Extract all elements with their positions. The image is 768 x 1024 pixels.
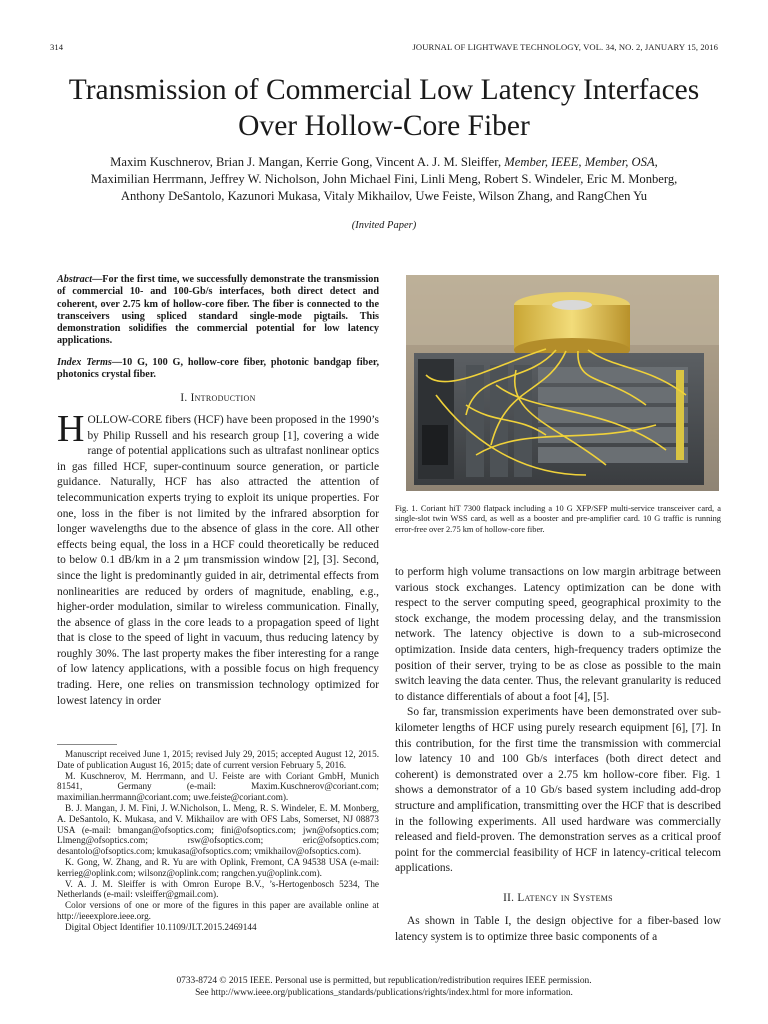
footnote-doi: Digital Object Identifier 10.1109/JLT.2015.2469144 bbox=[65, 921, 257, 932]
drop-cap: H bbox=[57, 407, 85, 450]
footnote-ofs: B. J. Mangan, J. M. Fini, J. W.Nicholson, L. Meng, R. S. Windeler, E. M. Monberg, A. DeSantolo, K. Mukasa, and V. Mikhailov are with OFS Labs, Somerset, NJ 08873 USA (e-mail: bmangan@ofsoptics.com; fini@ofsoptics.com; jwn@ofsoptics.com; Llmeng@ofsoptics.com; rsw@ofsoptics.com; eric@ofsoptics.com; desantolo@ofsoptics.com; kmukasa@ofsoptics.com; vmikhailov@ofsoptics.com). bbox=[57, 802, 379, 857]
footnote-rule bbox=[57, 744, 117, 745]
title-line-1: Transmission of Commercial Low Latency Interfaces bbox=[68, 74, 700, 106]
authors-line-1: Maxim Kuschnerov, Brian J. Mangan, Kerrie Gong, Vincent A. J. M. Sleiffer, bbox=[110, 155, 505, 169]
section-numeral: I. bbox=[180, 392, 191, 405]
journal-header: JOURNAL OF LIGHTWAVE TECHNOLOGY, VOL. 34, NO. 2, JANUARY 15, 2016 bbox=[412, 42, 718, 52]
footnote-oplink: K. Gong, W. Zhang, and R. Yu are with Oplink, Fremont, CA 94538 USA (e-mail: kerrieg@oplink.com; wilsonz@oplink.com; rangchen.yu@oplink.com). bbox=[57, 856, 379, 878]
abstract bbox=[57, 274, 379, 348]
footnote-omron: V. A. J. M. Sleiffer is with Omron Europe B.V., ’s-Hertogenbosch 5234, The Netherlands (e-mail: vsleiffer@gmail.com). bbox=[57, 878, 379, 900]
section-numeral: II. bbox=[503, 891, 518, 904]
authors-line-1-end: , bbox=[654, 155, 658, 169]
footnotes bbox=[57, 749, 379, 933]
paragraph-so-far: So far, transmission experiments have been demonstrated over sub-kilometer lengths of HCF using purely research equipment [6], [7]. In this contribution, for the first time the transmission with commercial low latency 10 and 100 Gb/s interfaces (both direct detect and coherent) is demonstrated over a 2.75 km hollow-core fiber. Fig. 1 shows a demonstrator of a 10 Gb/s based system including add-drop structure and amplification, transmitting over the HCF that is described in the following experiments. All used hardware was commercially released and field-proven. The demonstration serves as a critical proof point for the commercial feasibility of HCF in latency-critical telecom applications. bbox=[395, 706, 721, 875]
authors-line-3: Anthony DeSantolo, Kazunori Mukasa, Vitaly Mikhailov, Uwe Feiste, Wilson Zhang, and RangChen Yu bbox=[120, 189, 648, 203]
copyright-line-2: See http://www.ieee.org/publications_standards/publications/rights/index.html for more information. bbox=[195, 987, 573, 998]
equipment-photo-illustration bbox=[406, 275, 719, 491]
abstract-text: —For the first time, we successfully demonstrate the transmission of commercial 10- and 100-Gb/s interfaces, both direct detect and coherent, over 2.75 km of hollow-core fiber. The fiber is connected to the transceivers using spliced standard single-mode pigtails. This demonstration solidifies the commercial potential for low latency applications. bbox=[57, 274, 379, 347]
footnote-coriant: M. Kuschnerov, M. Herrmann, and U. Feiste are with Coriant GmbH, Munich 81541, Germany (e-mail: Maxim.Kuschnerov@coriant.com; maximilian.herrmann@coriant.com; uwe.feiste@coriant.com). bbox=[57, 770, 379, 803]
footnote-received: Manuscript received June 1, 2015; revised July 29, 2015; accepted August 12, 2015. Date of publication August 16, 2015; date of current version February 5, 2016. bbox=[57, 749, 379, 770]
paragraph-continued: to perform high volume transactions on low margin arbitrage between various stock exchanges. Latency optimization can be done with respect to the server computing speed, geographical proximity to the stock exchange, the modem processing delay, and the transmission network. The latency objective is down to a sub-microsecond optimization. Inside data centers, high-frequency traders optimize the position of their server, trying to be as close as possible to the main switch leaving the data center. Thus, the relevant granularity is reduced to distance differentials of about a foot [4], [5]. bbox=[395, 566, 721, 703]
footnote-color: Color versions of one or more of the figures in this paper are available online at http://ieeexplore.ieee.org. bbox=[57, 900, 379, 921]
section-heading-latency bbox=[395, 891, 721, 907]
index-terms-text: —10 G, 100 G, hollow-core fiber, photonic bandgap fiber, photonics crystal fiber. bbox=[57, 356, 379, 381]
authors-affiliation: Member, IEEE, Member, OSA bbox=[504, 155, 655, 169]
authors-line-2: Maximilian Herrmann, Jeffrey W. Nicholson, John Michael Fini, Linli Meng, Robert S. Windeler, Eric M. Monberg, bbox=[90, 172, 678, 186]
intro-paragraph bbox=[57, 407, 379, 709]
right-column bbox=[395, 565, 721, 946]
index-terms-label: Index Terms bbox=[57, 356, 112, 368]
invited-paper-label: (Invited Paper) bbox=[351, 220, 417, 231]
paper-title bbox=[40, 72, 728, 144]
author-list bbox=[50, 154, 718, 205]
abstract-label: Abstract bbox=[57, 274, 93, 285]
section-heading-introduction bbox=[57, 391, 379, 407]
copyright-line-1: 0733-8724 © 2015 IEEE. Personal use is permitted, but republication/redistribution requires IEEE permission. bbox=[176, 976, 592, 986]
paragraph-table-intro: As shown in Table I, the design objective for a fiber-based low latency system is to optimize three basic components of a bbox=[395, 915, 721, 944]
section-title: Latency in Systems bbox=[517, 891, 613, 904]
page-number: 314 bbox=[50, 42, 64, 52]
section-title: Introduction bbox=[190, 392, 256, 405]
left-column bbox=[57, 274, 379, 709]
index-terms bbox=[57, 357, 379, 382]
title-line-2: Over Hollow-Core Fiber bbox=[238, 110, 530, 142]
intro-text: OLLOW-CORE fibers (HCF) have been proposed in the 1990’s by Philip Russell and his research group [1], covering a wide range of potential applications such as ultrafast nonlinear optics in gas filled HCF, super-continuum source generation, or particle guidance. Naturally, HCF has also attracted the attention of telecommunication experts trying to exploit its unique properties. For one, loss in the fiber is not limited by the infrared absorption for longer wavelengths due to the absence of glass in the core. All other effects being equal, the loss in a HCF could theoretically be reduced to below 0.1 dB/km in a 2 μm transmission window [2], [3]. Second, since the light is predominantly guided in air, detrimental effects from nonlinearities are reduced by orders of magnitude, enabling, e.g., higher-order modulation, similar to wireless communication. Finally, the absence of glass in the core leads to a propagation speed of light that is close to the speed of light in vacuum, thus reducing latency by roughly 30%. The last property makes the fiber interesting for a range of low latency applications, with a possible focus on high frequency trading. Here, one relies on transmission technology optimized for lowest latency in order bbox=[57, 413, 379, 707]
figure-1-photo bbox=[406, 275, 719, 491]
figure-1-caption: Fig. 1. Coriant hiT 7300 flatpack including a 10 G XFP/SFP multi-service transceiver card, a single-slot twin WSS card, as well as a booster and pre-amplifier card. 10 G traffic is running error-free over 2.75 km of hollow-core fiber. bbox=[395, 504, 721, 534]
copyright-notice bbox=[0, 976, 768, 999]
